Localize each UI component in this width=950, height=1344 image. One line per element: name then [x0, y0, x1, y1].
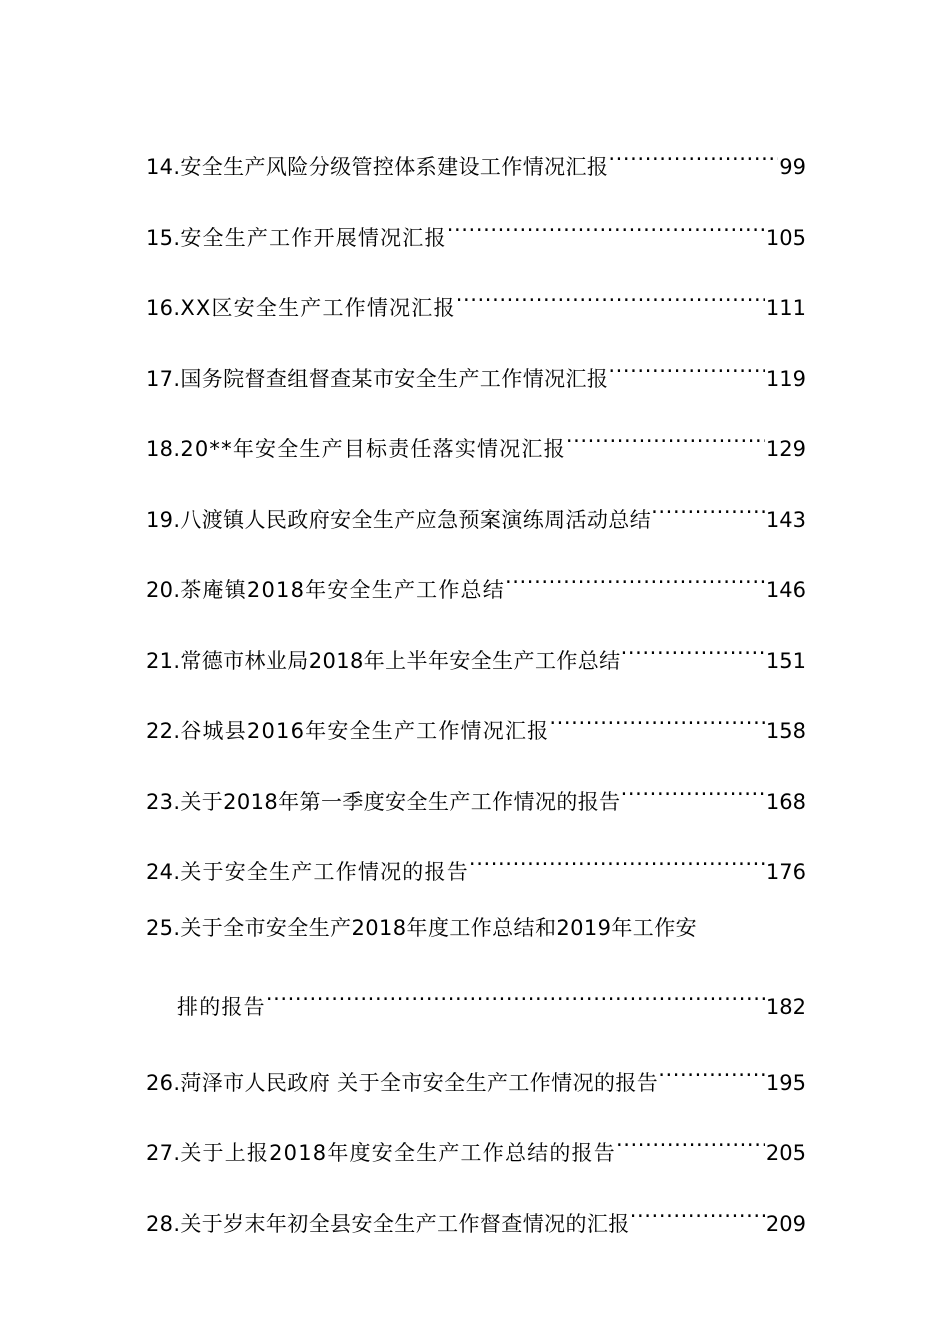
- toc-entry-title: 关于上报2018年度安全生产工作总结的报告: [180, 1141, 616, 1165]
- toc-entry-page: 146: [765, 578, 806, 602]
- toc-entry-18[interactable]: [146, 412, 806, 483]
- toc-entry-number: 21.: [146, 648, 181, 673]
- toc-entry-page: 182: [765, 994, 806, 1019]
- toc-entry-19[interactable]: [146, 483, 806, 554]
- toc-entry-page: 151: [765, 648, 806, 673]
- toc-entry-23[interactable]: [146, 765, 806, 836]
- toc-entry-24[interactable]: [146, 835, 806, 906]
- toc-entry-27[interactable]: [146, 1116, 806, 1187]
- toc-dot-leader: [549, 694, 765, 738]
- toc-entry-page: 209: [765, 1211, 806, 1236]
- toc-entry-number: 28.: [146, 1211, 181, 1236]
- toc-entry-page: 195: [765, 1070, 806, 1095]
- toc-entry-page: 168: [765, 789, 806, 814]
- toc-entry-20[interactable]: [146, 553, 806, 624]
- toc-entry-26[interactable]: [146, 1046, 806, 1117]
- toc-entry-number: 25.: [146, 915, 181, 940]
- toc-entry-21[interactable]: [146, 624, 806, 695]
- toc-dot-leader: [616, 1116, 765, 1160]
- toc-entry-title-line1: 关于全市安全生产2018年度工作总结和2019年工作安: [180, 915, 697, 940]
- toc-entry-15[interactable]: [146, 201, 806, 272]
- toc-entry-number: 17.: [146, 366, 181, 391]
- toc-entry-title: 谷城县2016年安全生产工作情况汇报: [180, 719, 550, 743]
- toc-dot-leader: [630, 1187, 765, 1231]
- toc-entry-number: 15.: [146, 225, 181, 250]
- toc-entry-page: 176: [765, 860, 806, 884]
- toc-entry-title: 20**年安全生产目标责任落实情况汇报: [180, 437, 566, 461]
- table-of-contents: [146, 130, 806, 1257]
- toc-dot-leader: [658, 1046, 765, 1090]
- toc-entry-page: 99: [779, 155, 806, 179]
- toc-entry-number: 19.: [146, 507, 181, 532]
- toc-entry-title: 菏泽市人民政府 关于全市安全生产工作情况的报告: [180, 1070, 659, 1095]
- toc-entry-title-line2: 排的报告: [177, 994, 266, 1019]
- toc-entry-page: 105: [765, 225, 806, 250]
- toc-dot-leader: [447, 201, 765, 245]
- toc-entry-17[interactable]: [146, 342, 806, 413]
- toc-entry-title: 关于2018年第一季度安全生产工作情况的报告: [180, 789, 621, 814]
- toc-entry-title: 茶庵镇2018年安全生产工作总结: [180, 578, 505, 602]
- toc-entry-14[interactable]: [146, 130, 806, 201]
- toc-entry-28[interactable]: [146, 1187, 806, 1258]
- toc-entry-number: 23.: [146, 789, 181, 814]
- toc-dot-leader: [608, 130, 778, 174]
- toc-entry-page: 129: [765, 437, 806, 461]
- toc-dot-leader: [566, 412, 765, 456]
- toc-entry-number: 22.: [146, 719, 181, 743]
- toc-entry-title: 八渡镇人民政府安全生产应急预案演练周活动总结: [180, 507, 652, 532]
- toc-entry-title: 常德市林业局2018年上半年安全生产工作总结: [180, 648, 621, 673]
- toc-entry-title: 国务院督查组督查某市安全生产工作情况汇报: [180, 366, 609, 391]
- toc-entry-number: 27.: [146, 1141, 181, 1165]
- toc-entry-page: 119: [765, 366, 806, 391]
- toc-entry-title: 关于安全生产工作情况的报告: [180, 860, 469, 884]
- toc-dot-leader: [651, 483, 765, 527]
- toc-dot-leader: [505, 553, 765, 597]
- toc-entry-22[interactable]: [146, 694, 806, 765]
- toc-entry-number: 18.: [146, 437, 181, 461]
- toc-entry-25[interactable]: [146, 906, 806, 970]
- toc-entry-number: 26.: [146, 1070, 181, 1095]
- toc-dot-leader: [456, 271, 765, 315]
- toc-entry-title: 安全生产风险分级管控体系建设工作情况汇报: [180, 155, 609, 179]
- toc-dot-leader: [621, 765, 765, 809]
- toc-entry-25-continued[interactable]: [146, 970, 806, 1046]
- toc-entry-page: 205: [765, 1141, 806, 1165]
- toc-entry-page: 143: [765, 507, 806, 532]
- toc-dot-leader: [266, 970, 765, 1014]
- toc-entry-page: 158: [765, 719, 806, 743]
- toc-entry-page: 111: [765, 296, 806, 320]
- toc-entry-number: 20.: [146, 578, 181, 602]
- toc-entry-number: 24.: [146, 860, 181, 884]
- toc-dot-leader: [621, 624, 765, 668]
- toc-entry-number: 14.: [146, 155, 181, 179]
- toc-dot-leader: [469, 835, 765, 879]
- toc-entry-title: XX区安全生产工作情况汇报: [180, 296, 456, 320]
- toc-entry-number: 16.: [146, 296, 181, 320]
- toc-entry-title: 关于岁末年初全县安全生产工作督查情况的汇报: [180, 1211, 630, 1236]
- toc-entry-title: 安全生产工作开展情况汇报: [180, 225, 447, 250]
- toc-entry-16[interactable]: [146, 271, 806, 342]
- toc-dot-leader: [608, 342, 765, 386]
